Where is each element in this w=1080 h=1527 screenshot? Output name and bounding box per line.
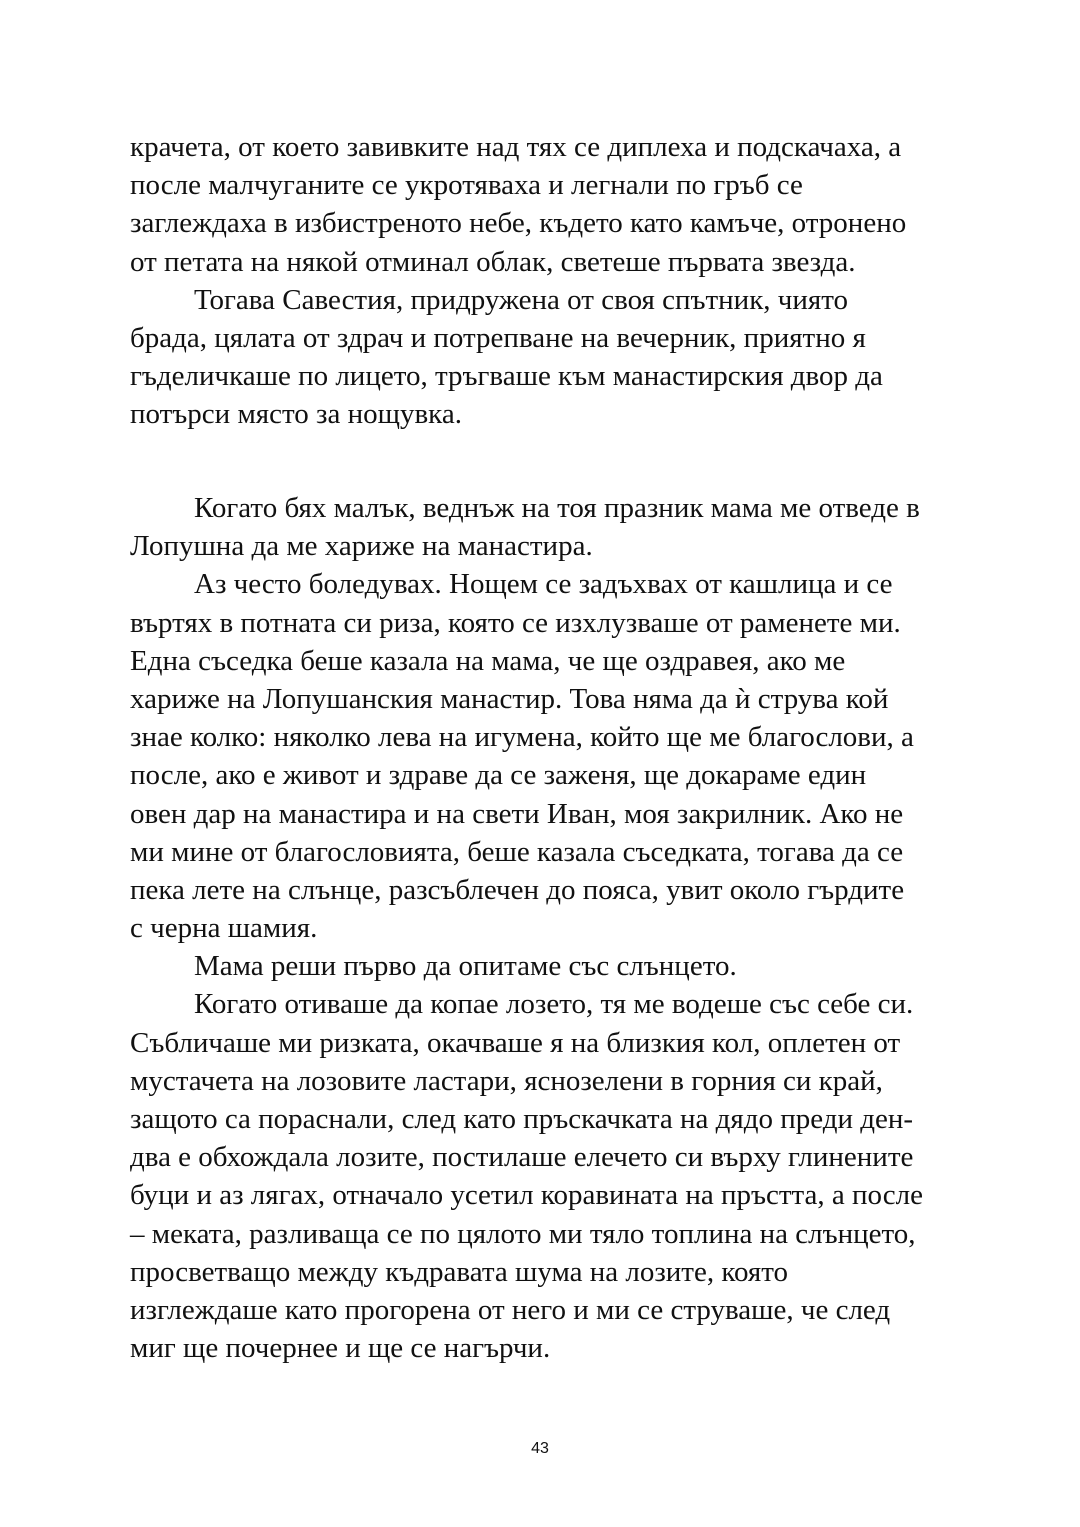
page-number: 43: [531, 1440, 549, 1457]
text-line: харижe на Лопушанския манастир. Това няма да ѝ струва кой: [130, 682, 889, 715]
text-line: – меката, разливаща се по цялото ми тяло топлина на слънцето,: [130, 1217, 916, 1250]
text-line: пека лете на слънце, разсъблечен до пояса, увит около гърдите: [130, 873, 905, 906]
text-line: Събличаше ми ризката, окачваше я на близкия кол, оплетен от: [130, 1026, 901, 1059]
text-line: миг ще почернее и ще се нагърчи.: [130, 1332, 551, 1365]
text-line: с черна шамия.: [130, 912, 318, 945]
text-line: въртях в потната си риза, която се изхлузваше от раменете ми.: [130, 606, 901, 639]
paragraph-start-line: Тогава Савестия, придружена от своя спътник, чиято: [194, 283, 849, 316]
text-line: Една съседка беше казала на мама, че ще оздравея, ако ме: [130, 644, 846, 677]
text-line: мустачета на лозовите ластари, яснозелени в горния си край,: [130, 1064, 883, 1097]
text-line: гъделичкаше по лицето, тръгваше към манастирския двор да: [130, 360, 883, 393]
paragraph-start-line: Когато отиваше да копае лозето, тя ме водеше със себе си.: [194, 988, 914, 1021]
text-line: ми мине от благословията, беше казала съседката, тогава да се: [130, 835, 904, 868]
text-line: после малчуганите се укротяваха и легнали по гръб се: [130, 169, 803, 202]
text-line: Лопушна да ме харижe на манастира.: [130, 530, 593, 563]
paragraph-start-line: Когато бях малък, веднъж на тоя празник мама ме отведе в: [194, 492, 920, 524]
text-line: защото са пораснали, след като пръскачката на дядо преди ден-: [130, 1103, 914, 1135]
text-block-bottom: [130, 489, 960, 1367]
text-line: овен дар на манастира и на свети Иван, моя закрилник. Ако не: [130, 797, 904, 830]
text-line: от петата на някой отминал облак, светеше първата звезда.: [130, 245, 856, 278]
text-line: после, ако е живот и здраве да се заженя, ще докараме един: [130, 759, 867, 792]
text-line: просветващо между къдравата шума на лозите, която: [130, 1255, 789, 1288]
text-line: изглеждаше като прогорена от него и ми се струваше, че след: [130, 1293, 891, 1326]
text-block-top: [130, 128, 960, 434]
text-line: крачета, от което завивките над тях се диплеха и подскачаха, а: [130, 131, 902, 163]
paragraph-start-line: Аз често боледувах. Нощем се задъхвах от кашлица и се: [194, 568, 893, 601]
text-line: два е обхождала лозите, постилаше елечето си върху глинените: [130, 1141, 914, 1174]
text-line: буци и аз лягах, отначало усетил коравината на пръстта, а после: [130, 1179, 923, 1212]
text-line: потърси място за нощувка.: [130, 398, 462, 431]
text-line: знае колко: няколко лева на игумена, който ще ме благослови, а: [130, 721, 914, 754]
text-line: брада, цялата от здрач и потрепване на вечерник, приятно я: [130, 321, 866, 354]
text-line: заглеждаха в избистреното небе, където като камъче, отронено: [130, 207, 907, 240]
paragraph-start-line: Мама реши първо да опитаме със слънцето.: [194, 950, 737, 983]
